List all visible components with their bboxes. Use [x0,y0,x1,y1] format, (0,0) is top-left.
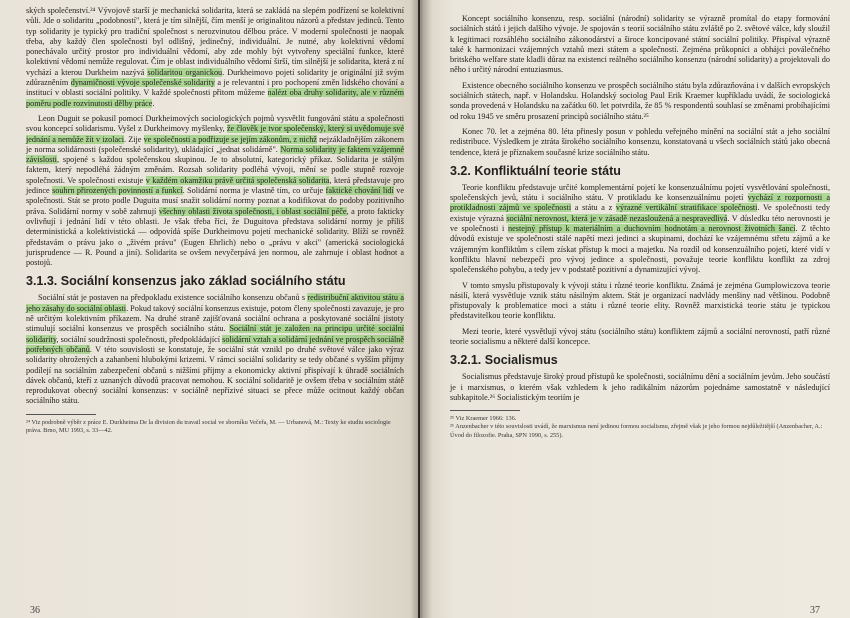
footnote: ²⁵ Viz Kraemer 1966: 136. [450,415,517,423]
text-run: . Durkheimovo pojetí solidarity je originální již svým zdůrazněním [26,67,404,88]
text-run: . Pokud takový sociální konsenzus existuje, potom členy společnosti zavazuje, je pro ně určitým kolektivním příkazem. Na druhé straně zajišťovaná sociální ochrana a poskytované sociální jistoty stimulují sociální konsenzus ve prospěch sociálního státu. [26,303,405,334]
section-heading: 3.2. Konfliktuální teorie státu [450,163,621,178]
left-body [26,6,404,407]
text-run: Leon Duguit se pokusil pomocí Durkheimových sociologických pojmů vysvětlit fungování státu a společnosti svou koncepcí solidarismu. Vyšel z Durkheimovy myšlenky, [26,113,404,134]
right-page [420,0,850,618]
text-run: . Zije [124,134,144,144]
paragraph [450,327,830,348]
text-run: Teorie konfliktu představuje určité komplementární pojetí ke konsenzuálnímu pojetí vysvětlování společnosti, společenských jevů, státu i sociálního státu. V protikladu ke konsenzuálnímu pojetí [450,182,830,203]
text-run: , která představuje pro jedince [26,175,404,196]
text-run: ²⁶ [489,392,496,402]
footnote: ²⁶ Anzenbacher v této souvislosti uvádí, že marxismus není jedinou formou socialismu, zřejmě však je jeho formou nejdůležitější (Anzenbacher, A.: Úvod do filozofie. Praha, SPN 1990, s. 255). [450,423,823,439]
page-number: 36 [30,605,40,616]
text-run: ve společnosti. Stát se proto podle Duguita musí snažit solidární normy poznat a kodifikovat do podoby pozitivního práva. Solidární normy v sobě zahrnují [26,186,405,216]
text-run: Sociální stát je postaven na předpokladu existence sociálního konsenzu občanů s [38,293,308,303]
highlighted-text: v každém okamžiku právě určitá společenská solidarita [145,175,330,185]
section-heading: 3.1.3. Sociální konsenzus jako základ sociálního státu [26,274,346,289]
paragraph [450,127,830,158]
footnote-rule [450,410,520,411]
text-run: Mezi teorie, které vysvětlují vývoj státu (sociálního státu) konfliktem zájmů a sociální nerovností, patří různé teorie socialismu a některé další koncepce. [450,326,830,347]
paragraph [26,6,404,109]
text-run: Existence obecného sociálního konsenzu ve prospěch sociálního státu byla zdůrazňována i v dalších evropských sociálních státech, např. v Holandsku. Holandský sociolog Paul Erik Kraemer kupříkladu uvádí, že sociologická sonda provedená v Holandsku na začátku 60. let potvrdila, že 85 % respondentů souhlasí se změnami probíhajícími od roku 1945 ve směru prosazení principů sociálního státu. [450,80,830,121]
text-run: , spojené s každou společenskou skupinou. Je to absolutní, kategorický příkaz. Solidarita je stálým faktem, který nepodléhá žádným změnám. Rozsah solidarity podléhá vývoji, mění se podle stupně rozvoje společnosti. Ve společnosti existuje [26,155,404,185]
left-page [0,0,418,618]
paragraph [26,293,404,406]
highlighted-text: Sociální stát je založen na principu určité sociální solidarity [26,324,404,344]
text-run: . V důsledku této nerovnosti je ve společnosti i [450,213,830,234]
highlighted-text: výrazné vertikální stratifikace společnosti [615,203,758,213]
paragraph [450,183,830,276]
text-run: ²⁵ [643,111,649,121]
highlighted-text: vychází z rozpornosti a protikladnosti zájmů ve společnosti [450,193,830,213]
highlighted-text: redistribuční aktivitou státu a jeho zásahy do sociální oblasti [26,293,404,313]
text-run: Socialismus představuje široký proud přístupů ke společnosti, sociálnímu dění a sociálním jevům. Jeho součástí je i marxismus, o kterém však vzhledem k jeho radikálním názorům pojednáme samostatně v následující subkapitole. [450,372,830,402]
highlighted-text: souhrn přirozených povinností a funkcí [52,186,183,196]
footnote: ²⁴ Viz podrobně výběr z práce E. Durkheima De la division du travail social ve sborníku Večeřa, M. — Urbanová, M.: Texty ke studiu sociologie práva. Brno, MU 1993, s. 33—42. [26,418,391,434]
paragraph [26,114,404,268]
text-run: nejzákladnějším zákonem je norma solidárnosti (společenské solidarity), ukládající „jednat solidárně". [26,134,404,154]
highlighted-text: solidární vztah a solidární jednání ve prospěch sociálně potřebných občanů [26,334,404,354]
right-body [450,14,830,403]
text-run: Konec 70. let a zejména 80. léta přinesly posun v pohledu veřejného mínění na sociální stát a jeho sociální redistribuce. Výsledkem je ztráta širokého sociálního konsenzu, konstatovaná u všech sociálních států jako obecná tendence, která je příznakem současné krize sociálního státu. [450,126,830,157]
text-run: . V této souvislosti se konstatuje, že sociální stát vznikl po druhé světové válce jako výraz solidarity ohrožených a zahanbení hlubokými krizemi. V rámci sociální solidarity se tedy občané s vyšším příjmy podílejí na sociálním zabezpečení občanů s nižšími příjmy a ekonomicky aktivní přispívají k úhradě sociálních dávek občanů, kteří z uznaných důvodů pracovat nemohou. K sociální solidaritě je ovšem třeba v sociálním státě reprodukovat obecný sociální konsenzus: v sociálně nepřízivé situaci se přece může ocitnout každý občan sociálního státu. [26,344,404,406]
highlighted-text: faktické chování lidí [325,186,394,196]
highlighted-text: sociální nerovnost, která je v zásadě nezasloužená a nespravedlivá [506,213,728,223]
highlighted-text: ve společnosti a podřizuje se jejím zákonům, z nichž [143,134,317,144]
text-run: ²⁴ Vývojově starší je mechanická solidarita, která se zakládá na slepém podřízení se kolektivní vůli. Jde o solidaritu „podobností", která je tím silnější, čím menší je originalitou názorů a představ jedinců. Tento typ solidarity je typický pro tradiční společnost s nerozvinutou dělbou práce. V moderní společnosti je naopak třeba, aby každý člen společnosti byl odlišný, jedinečný, individuální. Je nutné, aby kolektivní vědomí ponechávalo určitý prostor pro individuální vědomí, aby zde mohly být vytvořeny speciální funkce, které kolektivní vědomí nemůže regulovat. Čím je oblast individuálního vědomí širší, tím silnější je solidarita, která z ní vychází a kterou Durkheim nazývá [26,6,404,77]
highlighted-text: solidaritou organickou [147,67,223,77]
text-run: , sociální soudržnosti společnosti, předpokládající [56,334,223,344]
paragraph [450,14,830,76]
highlighted-text: nalézt oba druhy solidarity, ale v různém poměru podle rozvinutosti dělby práce [26,88,404,108]
footnote-rule [26,414,96,415]
highlighted-text: všechny oblasti života společnosti, i oblast sociální péče [158,206,347,216]
page-number: 37 [810,605,820,616]
paragraph [450,281,830,322]
paragraph [450,372,830,403]
text-run: . Z těchto důvodů existuje ve společnosti stálé napětí mezi jedinci a skupinami, dochází ke vzájemnému střetu zájmů a ke vzájemným konfliktům s cílem získat přístup k moci a majetku. Na rozdíl od konsenzuálního pojetí, které vidí v konfliktu hlavní nebezpečí pro vývoj jedince a společnosti, považuje teorie konfliktu konflikt za zdroj společenského pohybu, a tedy jev v podstatě pozitivní a dynamizující vývoj. [450,224,831,275]
highlighted-text: dynamičnosti vývoje společenské solidarity [70,78,215,88]
highlighted-text: Norma solidarity je faktem vzájemné závislosti [26,144,405,165]
text-run: Socialistickým teoriím je [495,392,580,402]
text-run: ských společenství. [26,6,91,15]
highlighted-text: že člověk je tvor společenský, který si uvědomuje své jednání a nemůže žít v izolaci [26,124,404,144]
text-run: Koncept sociálního konsenzu, resp. sociální (národní) solidarity se výrazně promítal do etapy formování sociálních států i jejich dalšího vývoje. Je spojován s teorií sociálního státu zvláště po 2. světové válce, kdy sloužil k legitimaci rozsáhlého sociálního zákonodárství a široce koncipované státní sociální politiky. Přispíval výrazně také k harmonizaci vzájemných vztahů mezi státem a společností. Zejména průkopníci a obhájci poválečného britského welfare state kladli důraz na existenci reálného sociálního konsenzu (národní solidarity) a projektovali do něho i určitý národní entuziasmus. [450,14,830,75]
text-run: . Solidární norma je vlastně tím, co určuje [182,186,326,196]
book-gutter [410,0,432,618]
text-run: . [152,98,155,108]
subsection-heading: 3.2.1. Socialismus [450,353,558,368]
text-run: a státu a z [571,203,616,213]
text-run: , a proto fakticky ovlivňují i jednání lidí v této oblasti. Je však třeba říci, že Duguitova představa solidární normy je příliš deterministická a kolektivistická — odpovídá spíše Durkheimovu pojetí mechanické solidarity. Blíží se rovněž představám o právu jako o „živém právu" (Eugen Ehrlich) nebo o „právu v akci" (americká sociologická jurisprudence — R. Pound a jiní). Solidarita se ovšem nevyčerpává jen normou, ale zahrnuje i oblast hodnot a postojů. [26,206,404,268]
text-run: V tomto smyslu přistupovaly k vývoji státu i různé teorie konfliktu. Známá je zejména Gumplowiczova teorie násilí, která vysvětluje vznik státu násilným aktem. Stát je organizací nadvlády menšiny nad většinou. Podobně přistupovaly k problematice moci a státu i různé teorie elity. Rovněž marxistická teorie státu je typickou představitelkou teorie konfliktu. [450,280,830,321]
highlighted-text: nestejný přístup k materiálním a duchovním hodnotám a nerovnost životních šancí [508,224,796,234]
text-run: . Ve společnosti tedy existuje výrazná [450,203,830,223]
paragraph [450,81,830,122]
text-run: a je relevantní i pro pochopení změn lidského chování a institucí v oblasti sociální politiky. V každé společnosti přitom můžeme [26,78,404,98]
